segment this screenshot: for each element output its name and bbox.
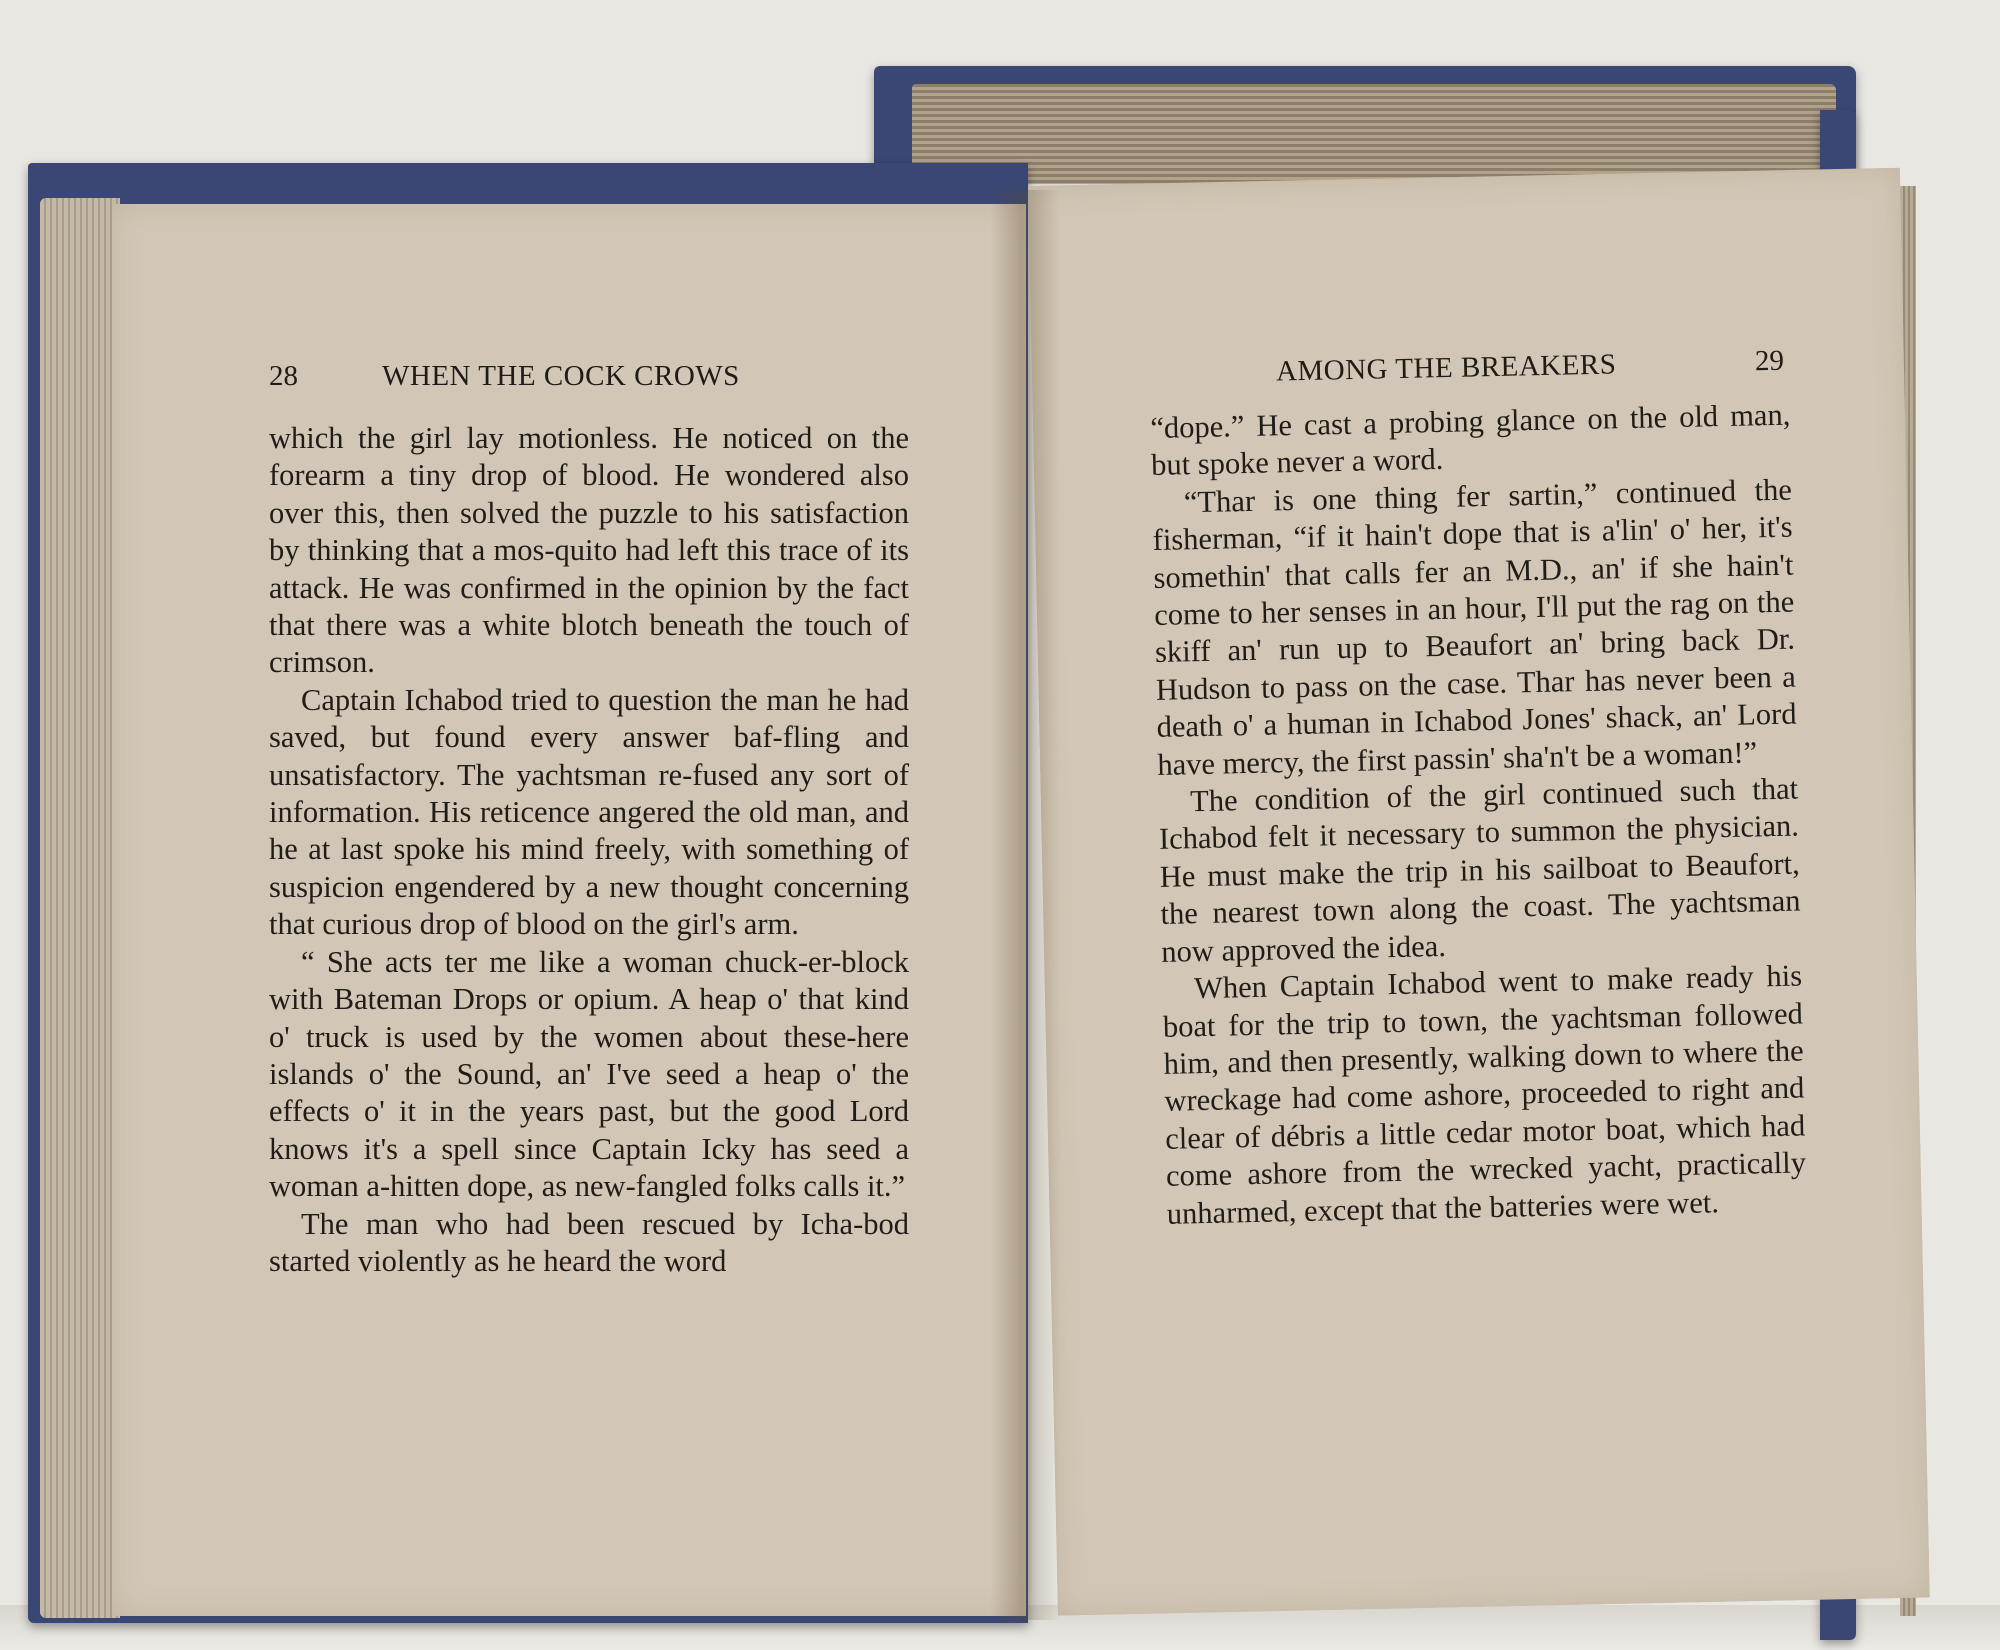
left-paragraph-3: “ She acts ter me like a woman chuck-er-block with Bateman Drops or opium. A heap o' that kind o' truck is used by the women about these-here islands o' the Sound, an' I've seed a heap o' the effects o' it in the years past, but the good Lord knows it's a spell since Captain Icky has seed a woman a-hitten dope, as new-fangled folks calls it.” [269, 944, 909, 1204]
right-page-number: 29 [1754, 344, 1785, 378]
right-paragraph-1: “dope.” He cast a probing glance on the old man, but spoke never a word. [1150, 397, 1791, 483]
left-paragraph-1: which the girl lay motionless. He noticed on the forearm a tiny drop of blood. He wondered also over this, then solved the puzzle to his satisfaction by thinking that a mos-quito had left this trace of its attack. He was confirmed in the opinion by the fact that there was a white blotch beneath the touch of crimson. [269, 421, 909, 680]
right-paragraph-2: “Thar is one thing fer sartin,” continued the fisherman, “if it hain't dope that is a'lin' o' her, it's somethin' that calls fer an M.D., an' if she hain't come to her senses in an hour, I'll put the rag on the skiff an' run up to Beaufort an' bring back Dr. Hudson to pass on the case. Thar has never been a death o' a human in Ichabod Jones' shack, an' Lord have mercy, the first passin' sha'n't be a woman!” [1152, 472, 1797, 782]
right-running-head: AMONG THE BREAKERS [1275, 348, 1617, 388]
right-page-body [1150, 397, 1807, 1233]
left-paragraph-4: The man who had been rescued by Icha-bod started violently as he heard the word [269, 1206, 909, 1278]
left-page-number: 28 [269, 360, 298, 392]
right-paragraph-4: When Captain Ichabod went to make ready his boat for the trip to town, the yachtsman followed him, and then presently, walking down to where the wreckage had come ashore, proceeded to right and clear of débris a little cedar motor boat, which had come ashore from the wrecked yacht, practically unharmed, except that the batteries were wet. [1162, 958, 1807, 1231]
left-page-body [269, 420, 909, 1280]
right-paragraph-3: The condition of the girl continued such that Ichabod felt it necessary to summon the physician. He must make the trip in his sailboat to Beaufort, the nearest town along the coast. The yachtsman now approved the idea. [1158, 771, 1801, 969]
page-block-edge [912, 84, 1836, 184]
left-page-edges [40, 198, 120, 1618]
left-running-head: WHEN THE COCK CROWS [382, 360, 740, 392]
left-paragraph-2: Captain Ichabod tried to question the man he had saved, but found every answer baf-fling and unsatisfactory. The yachtsman re-fused any sort of information. His reticence angered the old man, and he at last spoke his mind freely, with something of suspicion engendered by a new thought concerning that curious drop of blood on the girl's arm. [269, 682, 909, 942]
